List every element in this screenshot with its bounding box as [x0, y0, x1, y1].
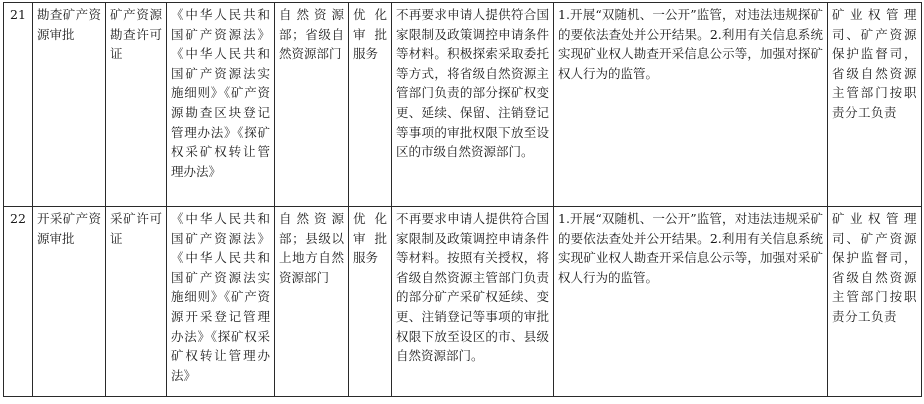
license-name: 采矿许可证 [106, 207, 167, 397]
table-row [4, 207, 922, 397]
item-name: 开采矿产资源审批 [33, 207, 106, 397]
legal-basis: 《中华人民共和国矿产资源法》《中华人民共和国矿产资源法实施细则》《矿产资源勘查区块登记管理办法》《探矿权采矿权转让管理办法》 [167, 3, 275, 207]
reform-method: 优化审批服务 [349, 3, 392, 207]
approval-items-table [3, 2, 922, 397]
supervision-measures: 1.开展“双随机、一公开”监管，对违法违规采矿的要依法查处并公开结果。2.利用有关信息系统实现矿业权人勘查开采信息公示等，加强对采矿权人行为的监管。 [554, 207, 828, 397]
table-row [4, 3, 922, 207]
reform-measures: 不再要求申请人提供符合国家限制及政策调控申请条件等材料。按照有关授权，将省级自然资源主管部门负责的部分矿产采矿权延续、变更、注销登记等事项的审批权限下放至设区的市、县级自然资源部门。 [392, 207, 554, 397]
reform-method: 优化审批服务 [349, 207, 392, 397]
responsible-department: 矿业权管理司、矿产资源保护监督司，省级自然资源主管部门按职责分工负责 [828, 207, 922, 397]
reform-measures: 不再要求申请人提供符合国家限制及政策调控申请条件等材料。积极探索采取委托等方式，将省级自然资源主管部门负责的部分探矿权变更、延续、保留、注销登记等事项的审批权限下放至设区的市级自然资源部门。 [392, 3, 554, 207]
supervision-measures: 1.开展“双随机、一公开”监管，对违法违规探矿的要依法查处并公开结果。2.利用有关信息系统实现矿业权人勘查开采信息公示等，加强对探矿权人行为的监管。 [554, 3, 828, 207]
responsible-department: 矿业权管理司、矿产资源保护监督司，省级自然资源主管部门按职责分工负责 [828, 3, 922, 207]
item-name: 勘查矿产资源审批 [33, 3, 106, 207]
approval-authority: 自然资源部；县级以上地方自然资源部门 [275, 207, 349, 397]
row-number: 22 [4, 207, 33, 397]
license-name: 矿产资源勘查许可证 [106, 3, 167, 207]
legal-basis: 《中华人民共和国矿产资源法》《中华人民共和国矿产资源法实施细则》《矿产资源开采登记管理办法》《探矿权采矿权转让管理办法》 [167, 207, 275, 397]
approval-authority: 自然资源部；省级自然资源部门 [275, 3, 349, 207]
row-number: 21 [4, 3, 33, 207]
